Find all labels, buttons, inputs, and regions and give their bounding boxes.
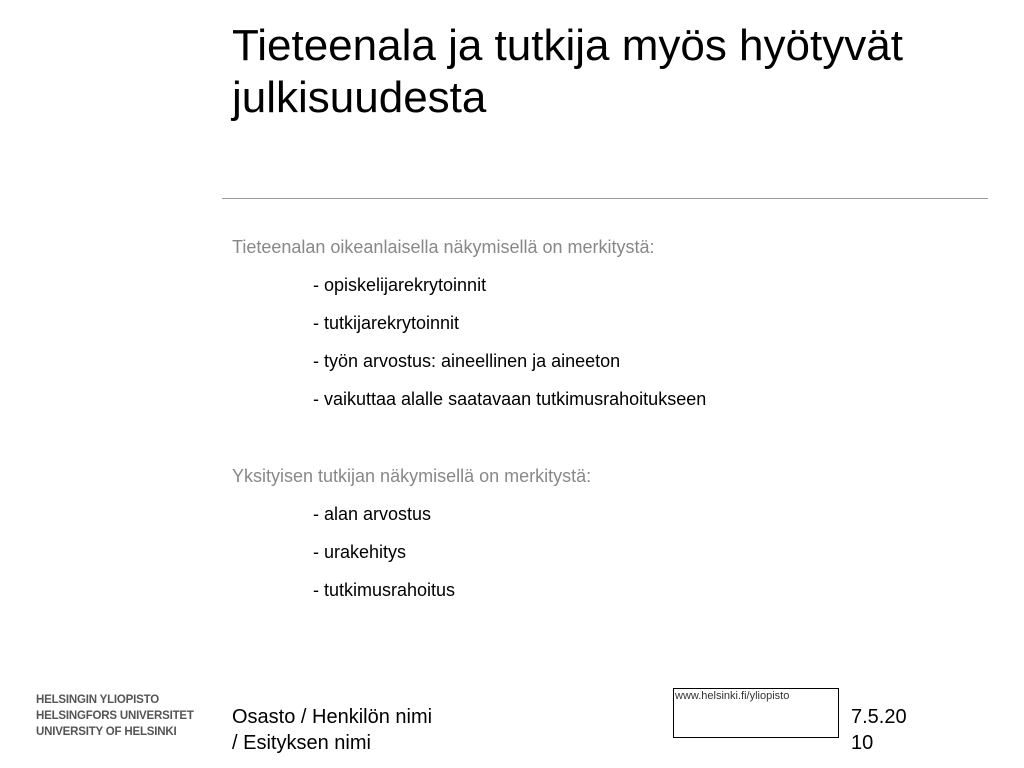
- logo-line: UNIVERSITY OF HELSINKI: [36, 726, 177, 738]
- footer-date: 7.5.20 10: [851, 706, 907, 754]
- logo-line: HELSINGIN YLIOPISTO: [36, 694, 159, 706]
- university-logo: [36, 692, 194, 740]
- section-heading-field: Tieteenalan oikeanlaisella näkymisellä on merkitystä:: [232, 237, 655, 257]
- title-divider: [222, 198, 988, 199]
- bullet-item: - tutkijarekrytoinnit: [313, 313, 460, 333]
- section-heading-researcher: Yksityisen tutkijan näkymisellä on merkitystä:: [232, 466, 592, 486]
- bullet-item: - urakehitys: [313, 542, 407, 562]
- bullet-item: - alan arvostus: [313, 504, 432, 524]
- slide-title: Tieteenala ja tutkija myös hyötyvät julkisuudesta: [232, 21, 903, 122]
- bullet-item: - tutkimusrahoitus: [313, 580, 456, 600]
- bullet-item: - vaikuttaa alalle saatavaan tutkimusrahoitukseen: [313, 389, 707, 409]
- bullet-item: - opiskelijarekrytoinnit: [313, 275, 487, 295]
- footer-url: www.helsinki.fi/yliopisto: [675, 690, 790, 702]
- footer-department: Osasto / Henkilön nimi / Esityksen nimi: [232, 706, 433, 754]
- url-box: [673, 688, 839, 738]
- bullet-item: - työn arvostus: aineellinen ja aineeton: [313, 351, 621, 371]
- logo-line: HELSINGFORS UNIVERSITET: [36, 710, 194, 722]
